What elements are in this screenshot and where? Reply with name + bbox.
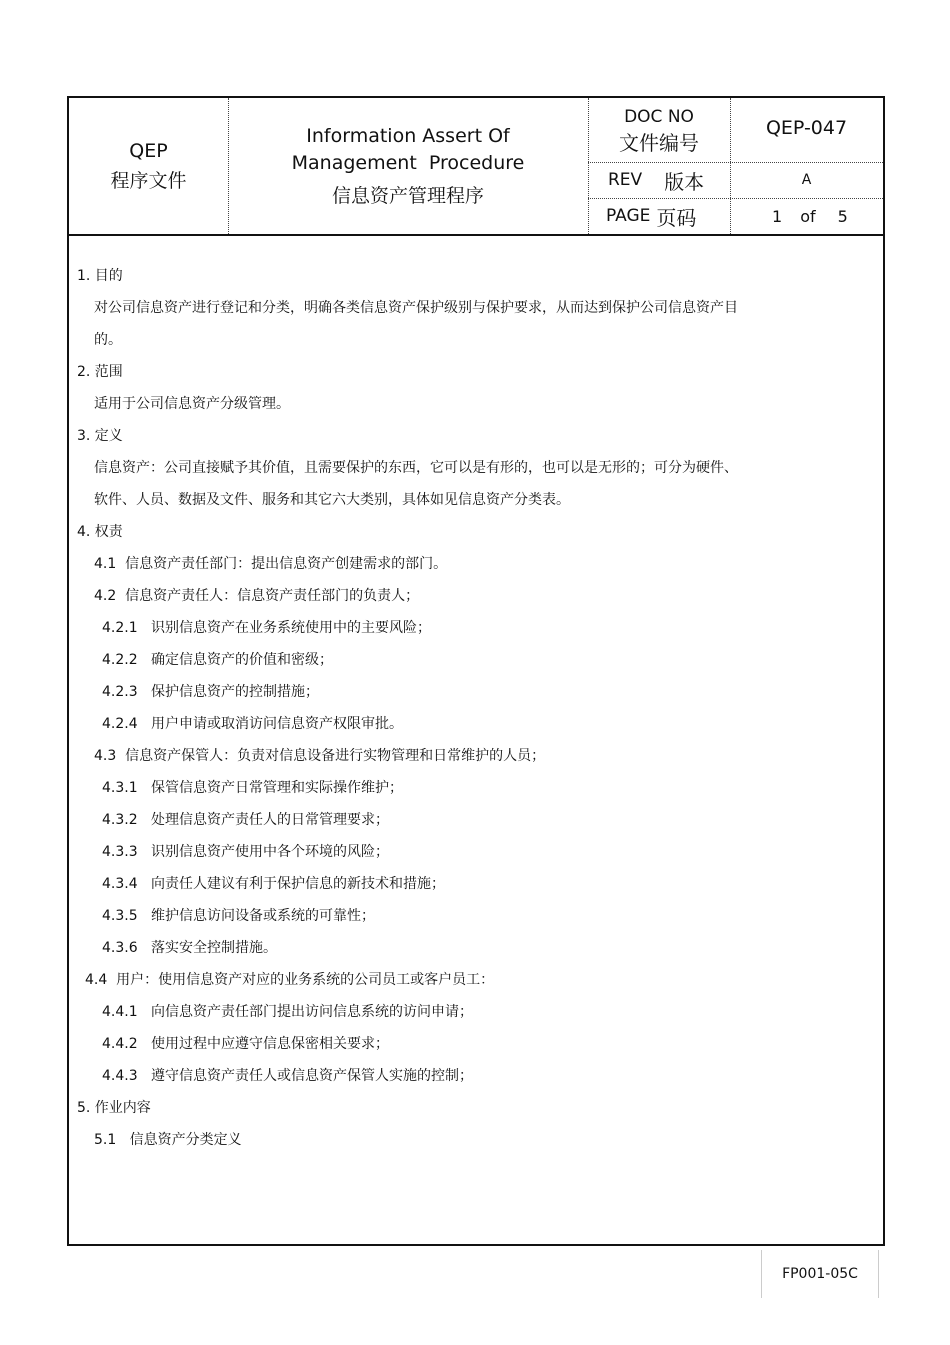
- page-label-en: PAGE: [606, 206, 651, 226]
- form-code-box: [761, 1250, 879, 1298]
- subsection-line: 4.4 用户：使用信息资产对应的业务系统的公司员工或客户员工：: [85, 972, 495, 988]
- section-heading: 2. 范围: [77, 364, 123, 380]
- document-header: [69, 98, 883, 236]
- item-line: 4.3.5 维护信息访问设备或系统的可靠性；: [102, 908, 375, 924]
- rev-value: A: [801, 172, 812, 188]
- item-line: 4.3.2 处理信息资产责任人的日常管理要求；: [102, 812, 389, 828]
- page-total: 5: [837, 206, 848, 226]
- page-label-zh: 页码: [656, 205, 697, 230]
- doc-type: 程序文件: [110, 170, 187, 192]
- page-of: of: [800, 206, 816, 226]
- item-line: 4.4.3 遵守信息资产责任人或信息资产保管人实施的控制；: [102, 1068, 473, 1084]
- section-heading: 5. 作业内容: [77, 1100, 151, 1116]
- page-label-cell: [588, 198, 730, 234]
- page-number-cell: [730, 198, 883, 234]
- paragraph-line: 适用于公司信息资产分级管理。: [94, 396, 290, 412]
- item-line: 4.2.4 用户申请或取消访问信息资产权限审批。: [102, 716, 403, 732]
- item-line: 4.2.2 确定信息资产的价值和密级；: [102, 652, 333, 668]
- section-heading: 3. 定义: [77, 428, 123, 444]
- page-current: 1: [772, 206, 783, 226]
- paragraph-line: 软件、人员、数据及文件、服务和其它六大类别，具体如见信息资产分类表。: [94, 492, 570, 508]
- item-line: 4.4.1 向信息资产责任部门提出访问信息系统的访问申请；: [102, 1004, 473, 1020]
- subsection-line: 4.3 信息资产保管人：负责对信息设备进行实物管理和日常维护的人员；: [94, 748, 546, 764]
- title-en-line-2: Management Procedure: [291, 151, 525, 174]
- item-line: 4.2.1 识别信息资产在业务系统使用中的主要风险；: [102, 620, 431, 636]
- paragraph-line: 的。: [94, 332, 122, 348]
- document-frame: [67, 96, 885, 1246]
- rev-label-cell: [588, 162, 730, 198]
- subsection-line: 4.1 信息资产责任部门：提出信息资产创建需求的部门。: [94, 556, 448, 572]
- title-cell: [228, 98, 588, 234]
- rev-label-en: REV: [608, 170, 643, 190]
- item-line: 4.3.6 落实安全控制措施。: [102, 940, 277, 956]
- docno-label-cell: [588, 98, 730, 162]
- docno-value: QEP-047: [765, 117, 848, 139]
- item-line: 4.3.1 保管信息资产日常管理和实际操作维护；: [102, 780, 403, 796]
- item-line: 4.3.3 识别信息资产使用中各个环境的风险；: [102, 844, 389, 860]
- docno-label-zh: 文件编号: [619, 131, 699, 155]
- item-line: 4.3.4 向责任人建议有利于保护信息的新技术和措施；: [102, 876, 445, 892]
- item-line: 4.2.3 保护信息资产的控制措施；: [102, 684, 319, 700]
- subsection-line: 4.2 信息资产责任人：信息资产责任部门的负责人；: [94, 588, 420, 604]
- section-heading: 4. 权责: [77, 524, 123, 540]
- title-en-line-1: Information Assert Of: [306, 124, 510, 147]
- paragraph-line: 对公司信息资产进行登记和分类，明确各类信息资产保护级别与保护要求，从而达到保护公司信息资产目: [94, 300, 738, 316]
- qep-cell: [69, 98, 228, 234]
- docno-label-en: DOC NO: [624, 107, 694, 127]
- rev-label-zh: 版本: [664, 169, 705, 194]
- subsection-line: 5.1 信息资产分类定义: [94, 1132, 242, 1148]
- section-heading: 1. 目的: [77, 268, 123, 284]
- paragraph-line: 信息资产：公司直接赋予其价值，且需要保护的东西，它可以是有形的，也可以是无形的；可分为硬件、: [94, 460, 738, 476]
- title-zh: 信息资产管理程序: [331, 184, 484, 207]
- form-code: FP001-05C: [782, 1266, 858, 1282]
- qep-label: QEP: [129, 140, 168, 162]
- item-line: 4.4.2 使用过程中应遵守信息保密相关要求；: [102, 1036, 389, 1052]
